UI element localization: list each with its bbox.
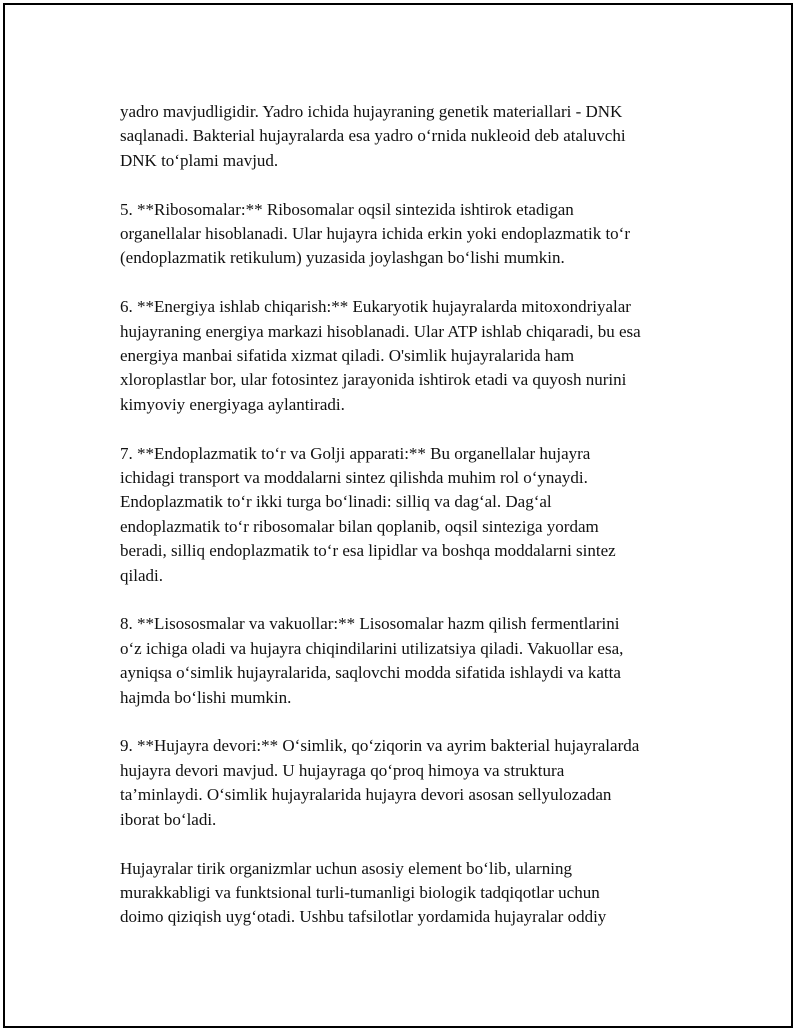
text-line: 6. **Energiya ishlab chiqarish:** Eukaryotik hujayralarda mitoxondriyalar xyxy=(120,297,631,317)
paragraph-endoplazmatik xyxy=(120,442,700,588)
paragraph-energiya xyxy=(120,295,700,417)
text-line: qiladi. xyxy=(120,565,163,585)
text-line: o‘z ichiga oladi va hujayra chiqindilarini utilizatsiya qiladi. Vakuollar esa, xyxy=(120,638,624,658)
text-line: (endoplazmatik retikulum) yuzasida joylashgan bo‘lishi mumkin. xyxy=(120,248,565,268)
text-line: 7. **Endoplazmatik to‘r va Golji apparati:** Bu organellalar hujayra xyxy=(120,443,591,463)
text-line: 5. **Ribosomalar:** Ribosomalar oqsil sintezida ishtirok etadigan xyxy=(120,199,574,219)
document-body xyxy=(120,100,700,954)
paragraph-ribosomalar xyxy=(120,198,700,271)
text-line: ayniqsa o‘simlik hujayralarida, saqlovchi modda sifatida ishlaydi va katta xyxy=(120,663,621,683)
text-line: hujayraning energiya markazi hisoblanadi. Ular ATP ishlab chiqaradi, bu esa xyxy=(120,321,641,341)
document-page xyxy=(3,3,793,1028)
text-line: endoplazmatik to‘r ribosomalar bilan qoplanib, oqsil sinteziga yordam xyxy=(120,516,599,536)
paragraph-xulosa xyxy=(120,857,700,930)
text-line: doimo qiziqish uyg‘otadi. Ushbu tafsilotlar yordamida hujayralar oddiy xyxy=(120,907,607,927)
text-line: hujayra devori mavjud. U hujayraga qo‘proq himoya va struktura xyxy=(120,760,565,780)
text-line: organellalar hisoblanadi. Ular hujayra ichida erkin yoki endoplazmatik to‘r xyxy=(120,224,630,244)
text-line: energiya manbai sifatida xizmat qiladi. O'simlik hujayralarida ham xyxy=(120,346,575,366)
text-line: Endoplazmatik to‘r ikki turga bo‘linadi: silliq va dag‘al. Dag‘al xyxy=(120,492,552,512)
text-line: ichidagi transport va moddalarni sintez qilishda muhim rol o‘ynaydi. xyxy=(120,468,588,488)
text-line: iborat bo‘ladi. xyxy=(120,809,217,829)
text-line: hajmda bo‘lishi mumkin. xyxy=(120,687,292,707)
text-line: saqlanadi. Bakterial hujayralarda esa yadro o‘rnida nukleoid deb ataluvchi xyxy=(120,126,626,146)
text-line: yadro mavjudligidir. Yadro ichida hujayraning genetik materiallari - DNK xyxy=(120,102,623,121)
text-line: kimyoviy energiyaga aylantiradi. xyxy=(120,394,345,414)
text-line: murakkabligi va funktsional turli-tumanligi biologik tadqiqotlar uchun xyxy=(120,882,600,902)
text-line: xloroplastlar bor, ular fotosintez jarayonida ishtirok etadi va quyosh nurini xyxy=(120,370,627,390)
paragraph-hujayra-devori xyxy=(120,734,700,832)
text-line: beradi, silliq endoplazmatik to‘r esa lipidlar va boshqa moddalarni sintez xyxy=(120,541,616,561)
paragraph-lisosomalar xyxy=(120,612,700,710)
paragraph-yadro xyxy=(120,100,700,173)
text-line: 9. **Hujayra devori:** O‘simlik, qo‘ziqorin va ayrim bakterial hujayralarda xyxy=(120,736,640,756)
text-line: DNK to‘plami mavjud. xyxy=(120,150,279,170)
text-line: Hujayralar tirik organizmlar uchun asosiy element bo‘lib, ularning xyxy=(120,858,572,878)
text-line: 8. **Lisososmalar va vakuollar:** Lisosomalar hazm qilish fermentlarini xyxy=(120,614,620,634)
text-line: ta’minlaydi. O‘simlik hujayralarida hujayra devori asosan sellyulozadan xyxy=(120,785,612,805)
